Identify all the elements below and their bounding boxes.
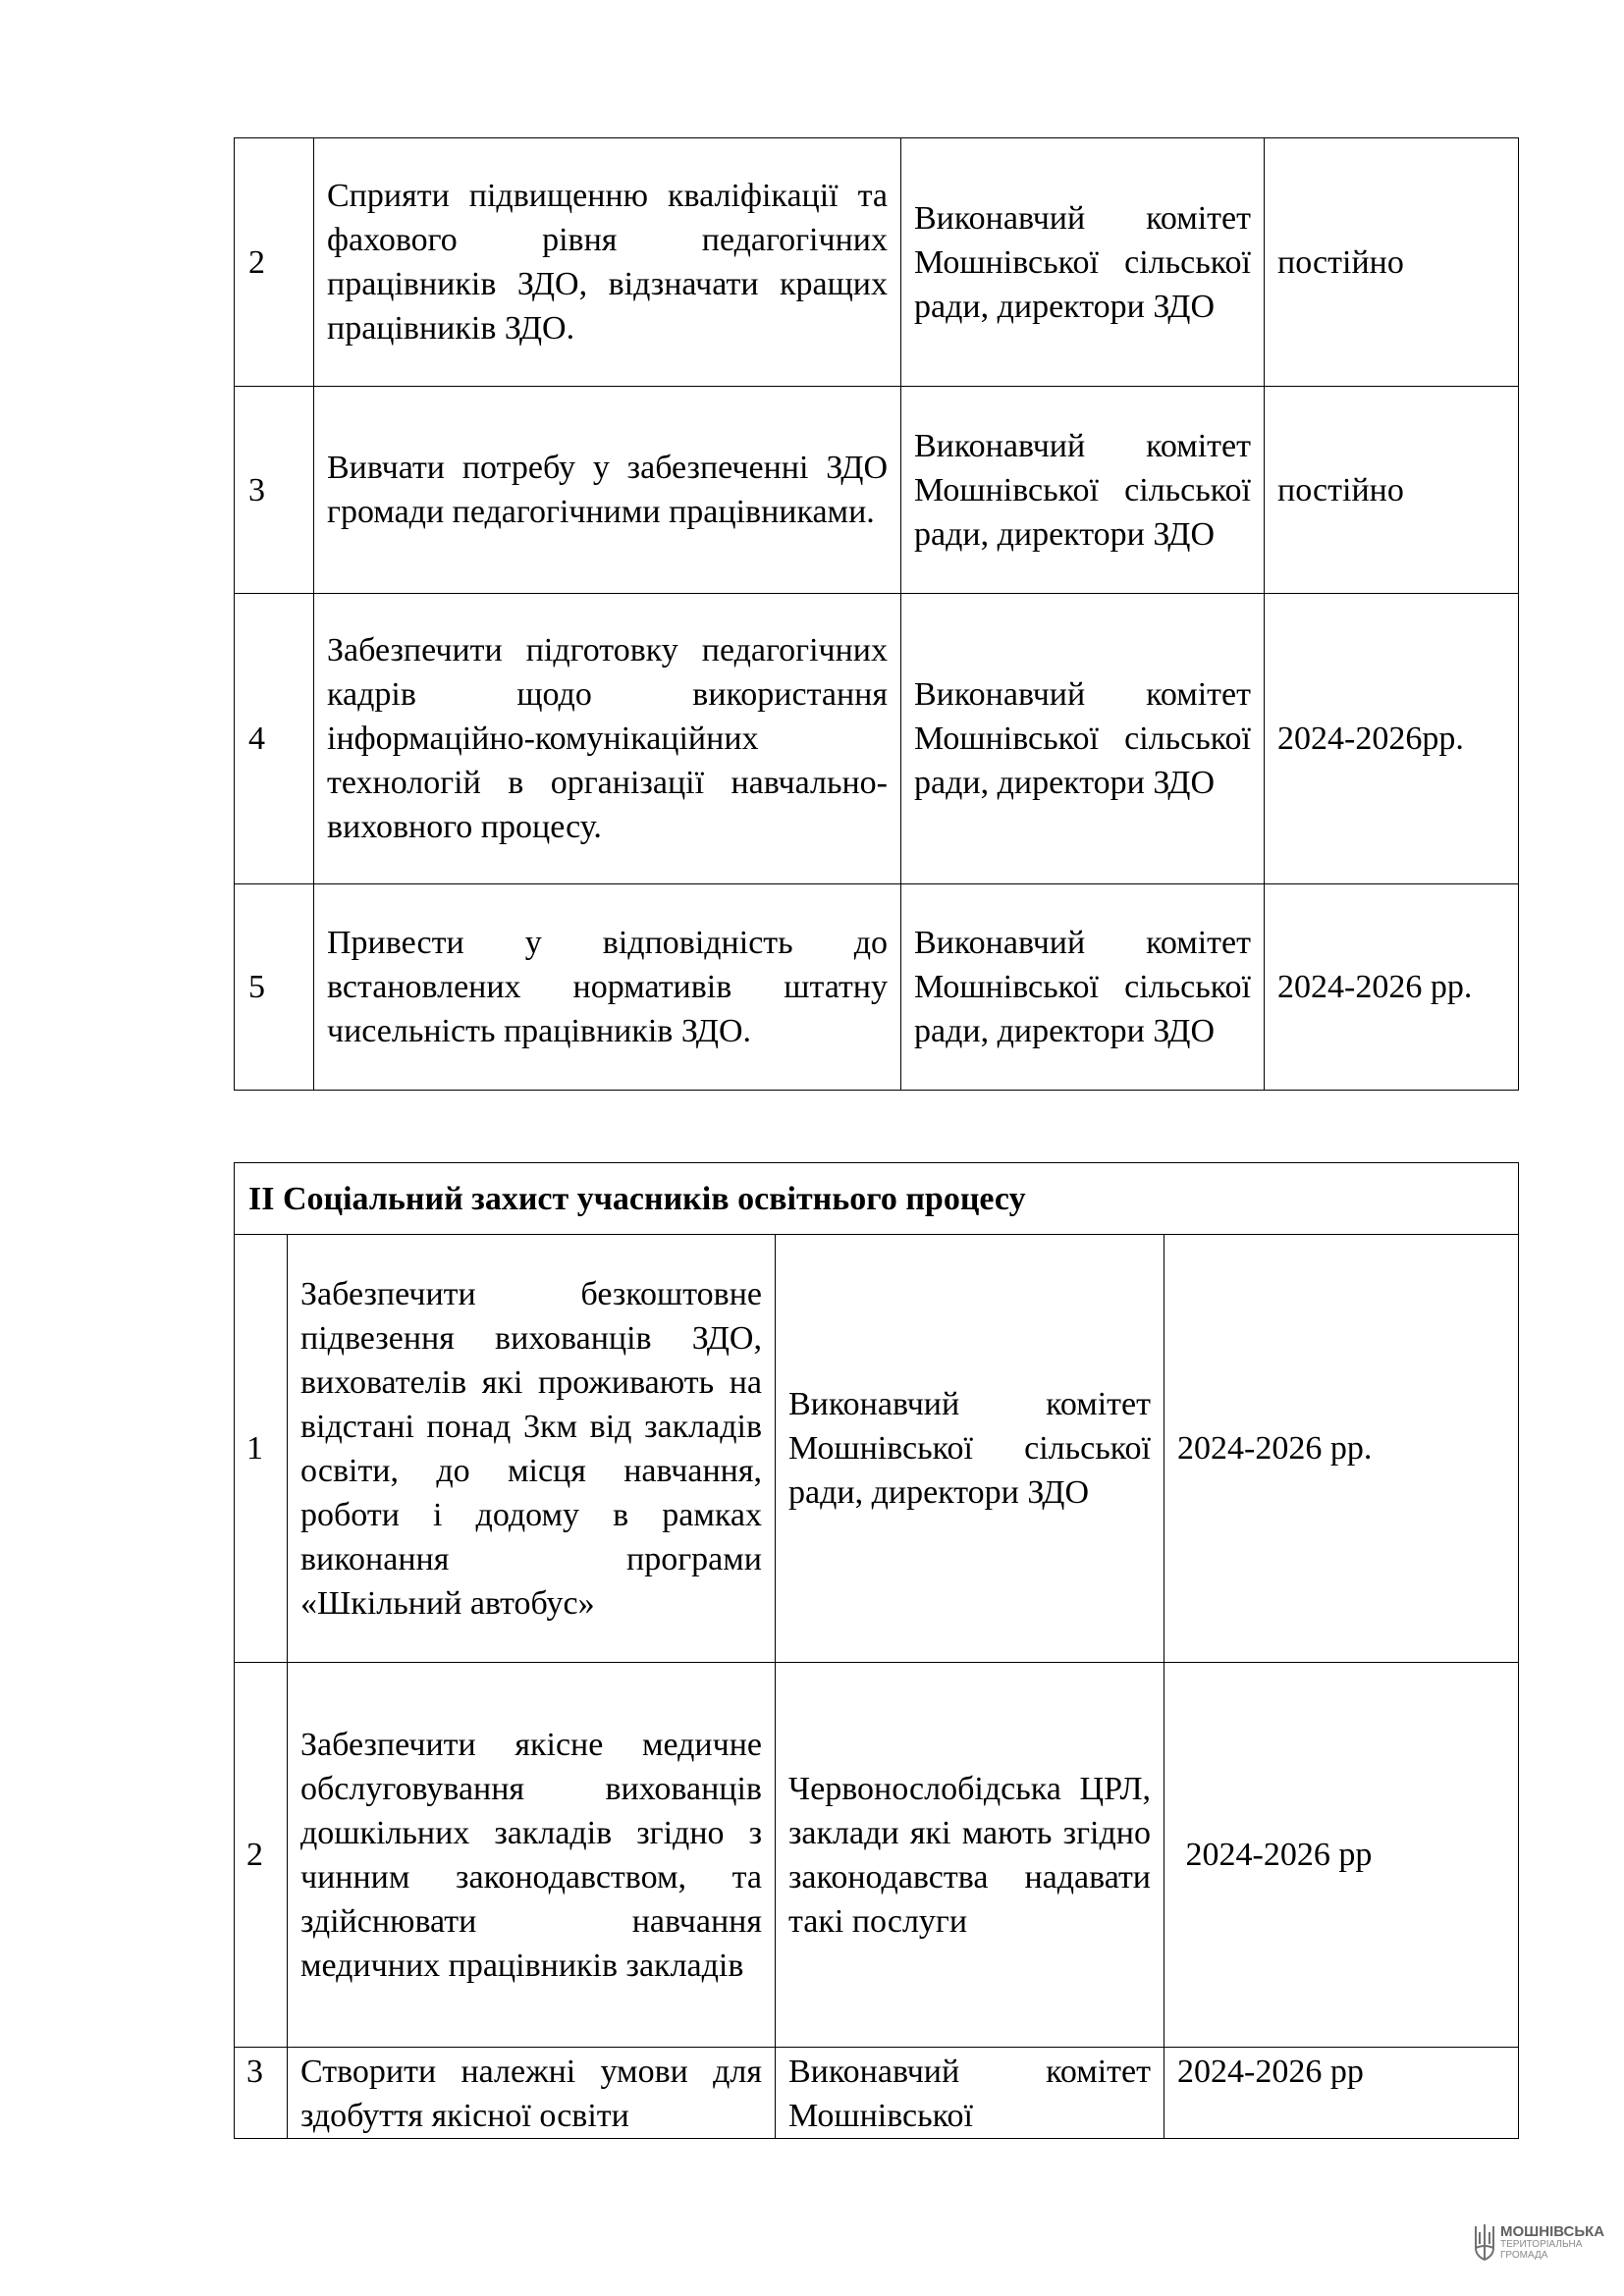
table-row xyxy=(235,2048,1519,2139)
staffing-measures-table xyxy=(234,137,1519,1091)
row-term: 2024-2026 рр. xyxy=(1164,1235,1519,1663)
table-row xyxy=(235,1663,1519,2048)
row-number: 4 xyxy=(235,594,314,884)
row-task: Вивчати потребу у забезпеченні ЗДО громади педагогічними працівниками. xyxy=(314,387,901,594)
row-term: 2024-2026 рр. xyxy=(1265,884,1519,1091)
table-row xyxy=(235,1235,1519,1663)
logo-subtitle-2: ГРОМАДА xyxy=(1500,2250,1548,2261)
logo-name: МОШНІВСЬКА xyxy=(1500,2223,1605,2240)
row-executor: Виконавчий комітет Мошнівської сільської ради, директори ЗДО xyxy=(901,884,1265,1091)
row-task: Привести у відповідність до встановлених нормативів штатну чисельність працівників ЗДО. xyxy=(314,884,901,1091)
row-term: 2024-2026 рр xyxy=(1164,1663,1519,2048)
section-heading-row xyxy=(235,1163,1519,1235)
row-term: постійно xyxy=(1265,387,1519,594)
row-number: 2 xyxy=(235,1663,288,2048)
row-number: 1 xyxy=(235,1235,288,1663)
community-logo xyxy=(1473,2220,1620,2268)
row-task: Забезпечити підготовку педагогічних кадрів щодо використання інформаційно-комунікаційних технологій в організації навчально-виховного процесу. xyxy=(314,594,901,884)
row-executor: Виконавчий комітет Мошнівської xyxy=(776,2048,1164,2139)
logo-subtitle: ТЕРИТОРІАЛЬНА xyxy=(1500,2239,1583,2250)
trident-icon xyxy=(1473,2222,1496,2264)
row-task: Забезпечити безкоштовне підвезення вихованців ЗДО, вихователів які проживають на відстані понад 3км від закладів освіти, до місця навчання, роботи і додому в рамках виконання програми «Шкільний автобус» xyxy=(288,1235,776,1663)
row-executor: Виконавчий комітет Мошнівської сільської ради, директори ЗДО xyxy=(901,594,1265,884)
row-term: 2024-2026рр. xyxy=(1265,594,1519,884)
row-task: Створити належні умови для здобуття якісної освіти xyxy=(288,2048,776,2139)
row-task: Сприяти підвищенню кваліфікації та фахового рівня педагогічних працівників ЗДО, відзначати кращих працівників ЗДО. xyxy=(314,138,901,387)
row-term: 2024-2026 рр xyxy=(1164,2048,1519,2139)
row-executor: Виконавчий комітет Мошнівської сільської ради, директори ЗДО xyxy=(901,387,1265,594)
table-row xyxy=(235,594,1519,884)
table-row xyxy=(235,387,1519,594)
row-number: 3 xyxy=(235,387,314,594)
table-row xyxy=(235,138,1519,387)
row-number: 5 xyxy=(235,884,314,1091)
row-term: постійно xyxy=(1265,138,1519,387)
row-number: 3 xyxy=(235,2048,288,2139)
section-heading: ІІ Соціальний захист учасників освітнього процесу xyxy=(235,1163,1519,1235)
row-number: 2 xyxy=(235,138,314,387)
social-protection-table xyxy=(234,1162,1519,2139)
table-row xyxy=(235,884,1519,1091)
row-task: Забезпечити якісне медичне обслуговування вихованців дошкільних закладів згідно з чинним законодавством, та здійснювати навчання медичних працівників закладів xyxy=(288,1663,776,2048)
row-executor: Червонослобідська ЦРЛ, заклади які мають згідно законодавства надавати такі послуги xyxy=(776,1663,1164,2048)
row-executor: Виконавчий комітет Мошнівської сільської ради, директори ЗДО xyxy=(776,1235,1164,1663)
row-executor: Виконавчий комітет Мошнівської сільської ради, директори ЗДО xyxy=(901,138,1265,387)
